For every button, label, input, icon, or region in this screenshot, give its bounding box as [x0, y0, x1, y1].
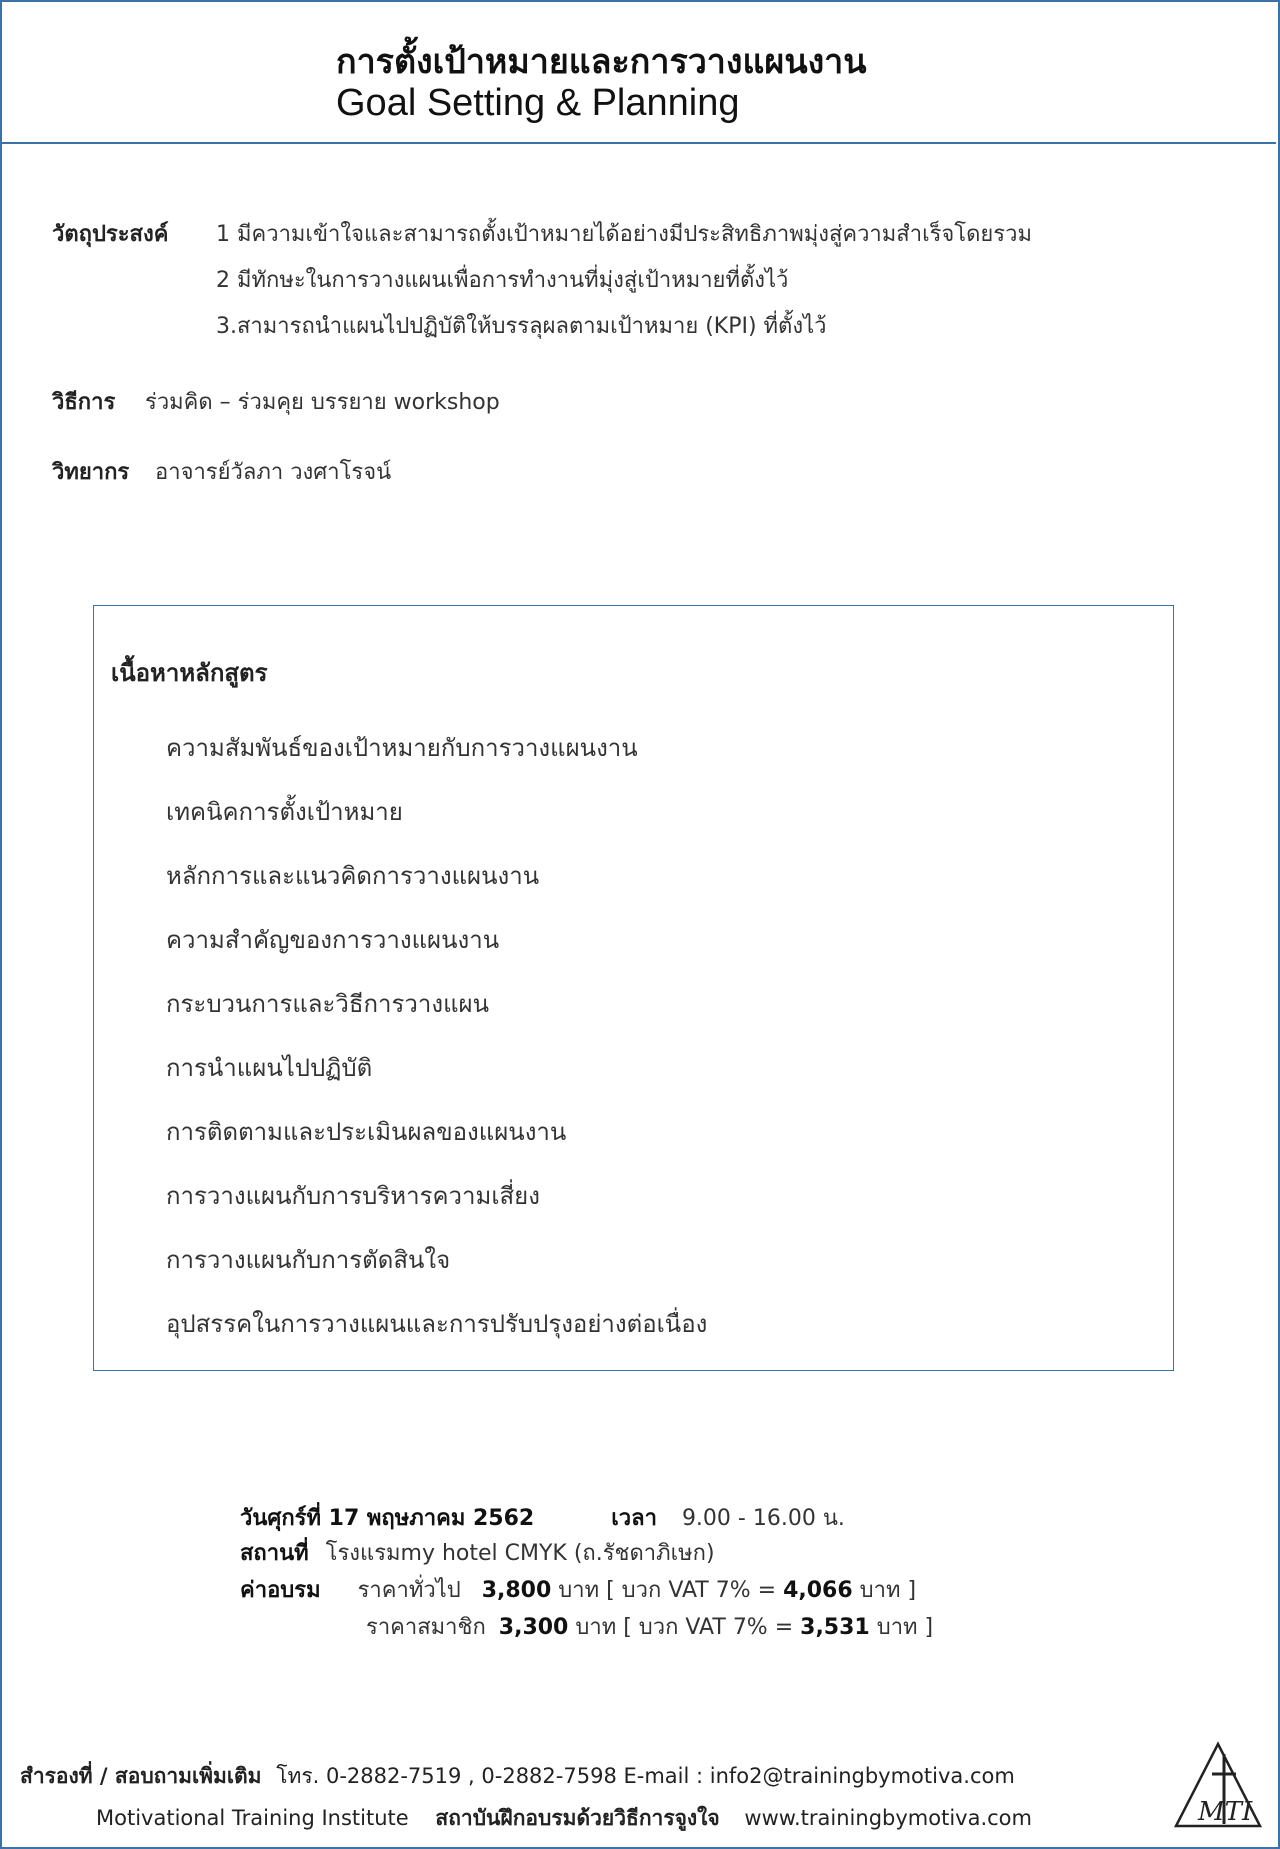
list-item: เทคนิคการตั้งเป้าหมาย: [166, 798, 403, 826]
event-venue-label: สถานที่: [240, 1541, 309, 1566]
fee-member-total: 3,531: [800, 1615, 870, 1640]
footer-org-english: Motivational Training Institute: [96, 1806, 409, 1830]
course-content-box: [93, 605, 1174, 1371]
speaker-value: อาจารย์วัลภา วงศาโรจน์: [155, 460, 392, 485]
list-item: ความสำคัญของการวางแผนงาน: [166, 926, 500, 954]
event-time-value: 9.00 - 16.00 น.: [681, 1506, 845, 1531]
event-date: วันศุกร์ที่ 17 พฤษภาคม 2562: [240, 1506, 535, 1531]
method-value: ร่วมคิด – ร่วมคุย บรรยาย workshop: [145, 390, 500, 415]
method-label: วิธีการ: [52, 390, 116, 415]
event-date-row: [240, 1500, 845, 1535]
fee-general-total: 4,066: [783, 1578, 853, 1603]
footer-contact-label: สำรองที่ / สอบถามเพิ่มเติม: [20, 1764, 262, 1788]
list-item: การวางแผนกับการตัดสินใจ: [166, 1246, 451, 1274]
footer-contact-phone: โทร. 0-2882-7519 , 0-2882-7598 E-mail : info2@trainingbymotiva.com: [276, 1764, 1015, 1788]
fee-general-amount: 3,800: [481, 1578, 552, 1603]
footer-org: [96, 1802, 1032, 1835]
speaker-label: วิทยากร: [52, 460, 130, 485]
footer-website-link[interactable]: www.trainingbymotiva.com: [744, 1806, 1032, 1830]
fee-member-label: ราคาสมาชิก: [366, 1615, 486, 1640]
footer-org-thai: สถาบันฝึกอบรมด้วยวิธีการจูงใจ: [435, 1806, 720, 1830]
event-venue-value: โรงแรมmy hotel CMYK (ถ.รัชดาภิเษก): [325, 1541, 715, 1566]
fee-general-currency: บาท ]: [859, 1578, 917, 1603]
fee-member-amount: 3,300: [498, 1615, 569, 1640]
page-title-english: Goal Setting & Planning: [336, 82, 740, 124]
fee-general-vat: บาท [ บวก VAT 7% =: [558, 1578, 777, 1603]
course-content-heading: เนื้อหาหลักสูตร: [111, 659, 268, 687]
fee-member-vat: บาท [ บวก VAT 7% =: [575, 1615, 794, 1640]
list-item: การติดตามและประเมินผลของแผนงาน: [166, 1118, 567, 1146]
page-header: [0, 0, 1276, 144]
list-item: อุปสรรคในการวางแผนและการปรับปรุงอย่างต่อเนื่อง: [166, 1310, 708, 1338]
list-item: การนำแผนไปปฏิบัติ: [166, 1054, 373, 1082]
objective-item-1: 1 มีความเข้าใจและสามารถตั้งเป้าหมายได้อย่างมีประสิทธิภาพมุ่งสู่ความสำเร็จโดยรวม: [216, 222, 1032, 247]
fee-general-label: ราคาทั่วไป: [357, 1578, 461, 1603]
objective-item-2: 2 มีทักษะในการวางแผนเพื่อการทำงานที่มุ่งสู่เป้าหมายที่ตั้งไว้: [216, 268, 789, 293]
event-fee-label: ค่าอบรม: [240, 1578, 321, 1603]
list-item: ความสัมพันธ์ของเป้าหมายกับการวางแผนงาน: [166, 734, 638, 762]
logo-letters: MTI: [1198, 1797, 1253, 1827]
list-item: กระบวนการและวิธีการวางแผน: [166, 990, 490, 1018]
footer-contact: [20, 1760, 1015, 1793]
event-fee-member-row: [366, 1609, 933, 1644]
course-content-list: [166, 728, 707, 1368]
event-venue-row: [240, 1535, 715, 1570]
event-fee-general-row: [240, 1572, 916, 1607]
event-time-label: เวลา: [611, 1506, 657, 1531]
objective-item-3: 3.สามารถนำแผนไปปฏิบัติให้บรรลุผลตามเป้าหมาย (KPI) ที่ตั้งไว้: [216, 314, 827, 339]
objectives-label: วัตถุประสงค์: [52, 222, 169, 247]
list-item: หลักการและแนวคิดการวางแผนงาน: [166, 862, 540, 890]
mti-logo-icon: [1172, 1740, 1264, 1832]
page-title-thai: การตั้งเป้าหมายและการวางแผนงาน: [336, 42, 867, 82]
fee-member-currency: บาท ]: [876, 1615, 934, 1640]
list-item: การวางแผนกับการบริหารความเสี่ยง: [166, 1182, 540, 1210]
